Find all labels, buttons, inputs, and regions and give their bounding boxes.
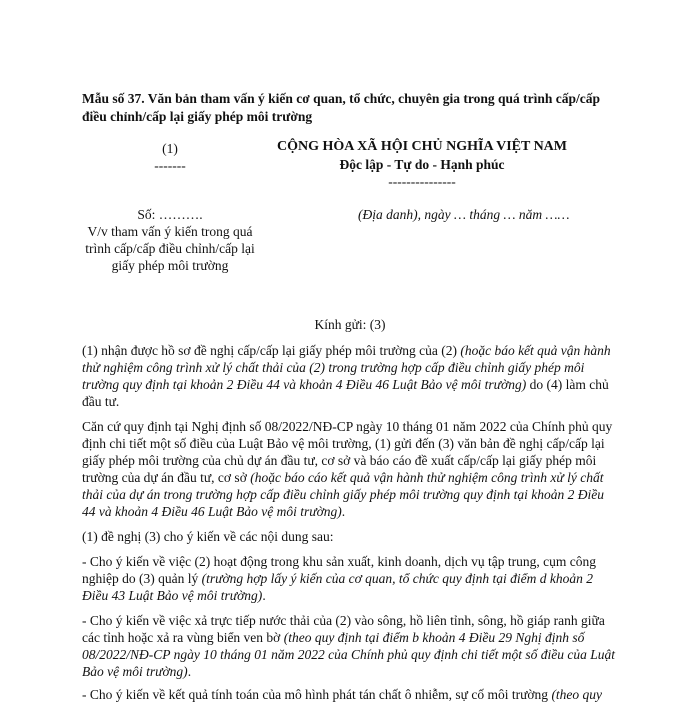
paragraph-4-note: (trường hợp lấy ý kiến của cơ quan, tổ chức quy định tại điểm d khoản 2 Điều 43 Luật Bảo vệ môi trường) (82, 571, 593, 603)
paragraph-5-text: - Cho ý kiến về việc xả trực tiếp nước thải của (2) vào sông, hồ liên tỉnh, sông, hồ giáp ranh giữa các tỉnh hoặc xả ra vùng biển ven bờ (82, 613, 605, 645)
paragraph-5 (82, 612, 618, 680)
issuing-org-marker: (1) (162, 141, 178, 156)
paragraph-1-end: do (4) làm chủ đầu tư. (82, 377, 609, 409)
issuing-org-divider: ------- (154, 158, 186, 173)
paragraph-6-note: (theo quy (551, 687, 603, 702)
paragraph-1-note: (hoặc báo kết quả vận hành thử nghiệm công trình xử lý chất thải của (2) trong trường hợp cấp điều chỉnh giấy phép môi trường quy định tại khoản 2 Điều 44 và khoản 4 Điều 46 Luật Bảo vệ môi trường) (82, 343, 611, 392)
national-motto: Độc lập - Tự do - Hạnh phúc (339, 157, 505, 172)
doc-number-block (80, 206, 260, 274)
paragraph-5-end: . (187, 664, 192, 679)
place-date: (Địa danh), ngày … tháng … năm …… (358, 207, 570, 222)
motto-divider: --------------- (388, 174, 456, 189)
paragraph-2-note: (hoặc báo cáo kết quả vận hành thử nghiệm công trình xử lý chất thải của dự án trong trường hợp cấp điều chỉnh giấy phép môi trường quy định tại khoản 2 Điều 44 và khoản 4 Điều 46 Luật Bảo vệ môi trường) (82, 470, 605, 519)
document-number: Số: ………. (137, 207, 203, 222)
paragraph-1-text: (1) nhận được hồ sơ đề nghị cấp/cấp lại giấy phép môi trường của (2) (82, 343, 461, 358)
paragraph-2 (82, 418, 618, 520)
nation-name: CỘNG HÒA XÃ HỘI CHỦ NGHĨA VIỆT NAM (276, 139, 567, 154)
paragraph-5-note: (theo quy định tại điểm b khoản 4 Điều 29 Nghị định số 08/2022/NĐ-CP ngày 10 tháng 01 năm 2022 của Chính phủ quy định chi tiết một số điều của Luật Bảo vệ môi trường) (82, 630, 615, 679)
paragraph-2-text: Căn cứ quy định tại Nghị định số 08/2022/NĐ-CP ngày 10 tháng 01 năm 2022 của Chính phủ quy định chi tiết một số điều của Luật Bảo vệ môi trường, (1) gửi đến (3) văn bản đề nghị cấp/cấp lại giấy phép môi trường của chủ dự án đầu tư, cơ sở và báo cáo đề xuất cấp/cấp lại giấy phép môi trường của dự án đầu tư, cơ sở (82, 419, 613, 485)
greeting: Kính gửi: (3) (314, 317, 386, 332)
issuing-org-block (120, 140, 220, 174)
national-header (262, 138, 582, 190)
paragraph-3: (1) đề nghị (3) cho ý kiến về các nội dung sau: (82, 529, 334, 544)
paragraph-4-text: - Cho ý kiến về việc (2) hoạt động trong khu sản xuất, kinh doanh, dịch vụ tập trung, cụm công nghiệp do (3) quản lý (82, 554, 597, 586)
paragraph-1 (82, 342, 618, 410)
paragraph-2-end: . (341, 504, 346, 519)
paragraph-4-end: . (262, 588, 266, 603)
document-subject: V/v tham vấn ý kiến trong quá trình cấp/cấp điều chỉnh/cấp lại giấy phép môi trường (85, 224, 255, 273)
paragraph-4 (82, 553, 618, 604)
form-title: Mẫu số 37. Văn bản tham vấn ý kiến cơ quan, tổ chức, chuyên gia trong quá trình cấp/cấp điều chỉnh/cấp lại giấy phép môi trường (82, 91, 601, 124)
paragraph-6 (82, 686, 618, 703)
paragraph-6-text: - Cho ý kiến về kết quả tính toán của mô hình phát tán chất ô nhiễm, sự cố môi trường (82, 687, 552, 702)
